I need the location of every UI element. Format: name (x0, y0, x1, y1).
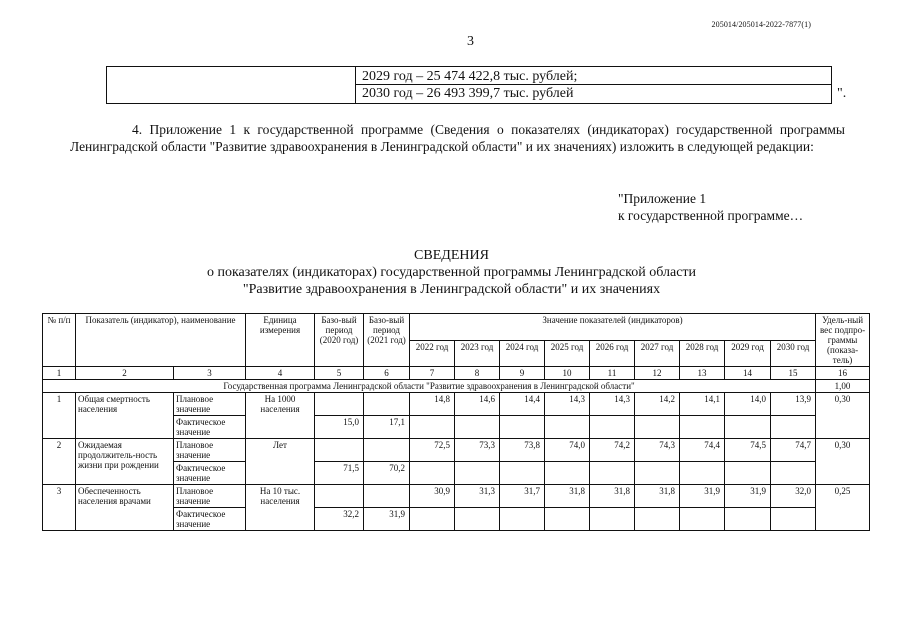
actual-base-2021: 70,2 (364, 462, 410, 485)
header-year: 2030 год (771, 340, 816, 367)
actual-value (725, 462, 771, 485)
header-weight: Удель-ный вес подпро-граммы (показа-тель) (816, 314, 870, 367)
column-number: 4 (246, 367, 315, 380)
actual-value (771, 462, 816, 485)
actual-value (545, 508, 590, 531)
column-numbers-row (43, 367, 870, 380)
planned-value: 31,9 (680, 485, 725, 508)
actual-base-2021: 31,9 (364, 508, 410, 531)
actual-value (771, 416, 816, 439)
appendix-header (618, 190, 803, 224)
planned-value: 14,4 (500, 393, 545, 416)
indicator-planned-row (43, 393, 870, 416)
planned-value: 74,5 (725, 439, 771, 462)
actual-value (771, 508, 816, 531)
actual-value (455, 416, 500, 439)
planned-base-2021 (364, 393, 410, 416)
previous-table-fragment (106, 66, 832, 104)
unit: На 10 тыс. населения (246, 485, 315, 531)
planned-value: 14,8 (410, 393, 455, 416)
planned-value: 31,3 (455, 485, 500, 508)
indicators-table (42, 313, 870, 531)
unit: На 1000 населения (246, 393, 315, 439)
planned-value: 14,3 (545, 393, 590, 416)
header-unit: Единица измерения (246, 314, 315, 367)
planned-base-2021 (364, 485, 410, 508)
actual-base-2021: 17,1 (364, 416, 410, 439)
planned-value: 74,3 (635, 439, 680, 462)
planned-value: 74,0 (545, 439, 590, 462)
indicator-planned-row (43, 485, 870, 508)
row-number: 3 (43, 485, 76, 531)
actual-base-2020: 15,0 (315, 416, 364, 439)
planned-base-2020 (315, 439, 364, 462)
actual-value (455, 508, 500, 531)
planned-value: 14,2 (635, 393, 680, 416)
header-values-group: Значение показателей (индикаторов) (410, 314, 816, 341)
column-number: 7 (410, 367, 455, 380)
indicator-weight: 0,25 (816, 485, 870, 531)
planned-value: 31,7 (500, 485, 545, 508)
actual-label: Фактическое значение (174, 508, 246, 531)
column-divider (355, 67, 356, 103)
planned-value: 14,1 (680, 393, 725, 416)
closing-quote: ". (837, 86, 847, 101)
planned-value: 14,3 (590, 393, 635, 416)
title-subheading: о показателях (индикаторах) государственной программы Ленинградской области (206, 265, 697, 280)
column-number: 16 (816, 367, 870, 380)
header-base-2021: Базо-вый период (2021 год) (364, 314, 410, 367)
program-label: Государственная программа Ленинградской области "Развитие здравоохранения в Ленинградской области" (43, 380, 816, 393)
indicator-name: Общая смертность населения (76, 393, 174, 439)
header-year: 2029 год (725, 340, 771, 367)
planned-base-2020 (315, 393, 364, 416)
actual-value (410, 416, 455, 439)
planned-value: 72,5 (410, 439, 455, 462)
actual-value (725, 508, 771, 531)
header-num: № п/п (43, 314, 76, 367)
column-number: 3 (174, 367, 246, 380)
actual-value (635, 508, 680, 531)
header-year: 2022 год (410, 340, 455, 367)
planned-value: 31,8 (635, 485, 680, 508)
actual-value (500, 508, 545, 531)
planned-value: 73,8 (500, 439, 545, 462)
title-subheading-2: "Развитие здравоохранения в Ленинградской области" и их значениях (242, 282, 661, 297)
actual-value (590, 508, 635, 531)
actual-value (635, 462, 680, 485)
planned-base-2020 (315, 485, 364, 508)
program-row (43, 380, 870, 393)
planned-label: Плановое значение (174, 485, 246, 508)
actual-value (545, 416, 590, 439)
actual-value (545, 462, 590, 485)
funding-2030: 2030 год – 26 493 399,7 тыс. рублей (362, 86, 574, 101)
header-year: 2024 год (500, 340, 545, 367)
actual-base-2020: 71,5 (315, 462, 364, 485)
column-number: 5 (315, 367, 364, 380)
header-year: 2025 год (545, 340, 590, 367)
actual-base-2020: 32,2 (315, 508, 364, 531)
indicator-weight: 0,30 (816, 439, 870, 485)
planned-label: Плановое значение (174, 393, 246, 416)
column-number: 14 (725, 367, 771, 380)
column-number: 2 (76, 367, 174, 380)
planned-value: 32,0 (771, 485, 816, 508)
header-year: 2028 год (680, 340, 725, 367)
actual-value (590, 462, 635, 485)
row-number: 2 (43, 439, 76, 485)
actual-value (455, 462, 500, 485)
indicator-weight: 0,30 (816, 393, 870, 439)
planned-value: 74,7 (771, 439, 816, 462)
amendment-text: 4. Приложение 1 к государственной программе (Сведения о показателях (индикаторах) государственной программы Ленинградской области "Развитие здравоохранения в Ленинградской области" и их значениях) изложить в следующей редакции: (70, 122, 845, 154)
actual-value (410, 508, 455, 531)
program-weight: 1,00 (816, 380, 870, 393)
indicator-planned-row (43, 439, 870, 462)
actual-value (635, 416, 680, 439)
column-number: 8 (455, 367, 500, 380)
page-number: 3 (467, 34, 474, 49)
column-number: 13 (680, 367, 725, 380)
column-number: 11 (590, 367, 635, 380)
appendix-line-2: к государственной программе… (618, 208, 804, 223)
planned-value: 74,4 (680, 439, 725, 462)
column-number: 10 (545, 367, 590, 380)
actual-label: Фактическое значение (174, 416, 246, 439)
planned-label: Плановое значение (174, 439, 246, 462)
title-heading: СВЕДЕНИЯ (414, 248, 489, 263)
planned-value: 31,9 (725, 485, 771, 508)
actual-value (680, 416, 725, 439)
actual-value (410, 462, 455, 485)
column-number: 1 (43, 367, 76, 380)
column-number: 9 (500, 367, 545, 380)
funding-2029: 2029 год – 25 474 422,8 тыс. рублей; (362, 69, 578, 84)
planned-value: 30,9 (410, 485, 455, 508)
planned-value: 14,0 (725, 393, 771, 416)
indicator-name: Ожидаемая продолжитель-ность жизни при рождении (76, 439, 174, 485)
header-base-2020: Базо-вый период (2020 год) (315, 314, 364, 367)
header-year: 2023 год (455, 340, 500, 367)
appendix-line-1: "Приложение 1 (618, 191, 707, 206)
actual-value (680, 462, 725, 485)
header-year: 2026 год (590, 340, 635, 367)
actual-label: Фактическое значение (174, 462, 246, 485)
unit: Лет (246, 439, 315, 485)
document-id: 205014/205014-2022-7877(1) (711, 20, 811, 29)
actual-value (590, 416, 635, 439)
planned-value: 74,2 (590, 439, 635, 462)
planned-value: 73,3 (455, 439, 500, 462)
actual-value (725, 416, 771, 439)
column-number: 15 (771, 367, 816, 380)
actual-value (500, 462, 545, 485)
amendment-paragraph (70, 121, 845, 155)
planned-value: 13,9 (771, 393, 816, 416)
planned-base-2021 (364, 439, 410, 462)
column-number: 12 (635, 367, 680, 380)
actual-value (680, 508, 725, 531)
indicator-name: Обеспеченность населения врачами (76, 485, 174, 531)
header-year: 2027 год (635, 340, 680, 367)
row-number: 1 (43, 393, 76, 439)
planned-value: 31,8 (590, 485, 635, 508)
actual-value (500, 416, 545, 439)
header-indicator: Показатель (индикатор), наименование (76, 314, 246, 367)
planned-value: 31,8 (545, 485, 590, 508)
planned-value: 14,6 (455, 393, 500, 416)
column-number: 6 (364, 367, 410, 380)
